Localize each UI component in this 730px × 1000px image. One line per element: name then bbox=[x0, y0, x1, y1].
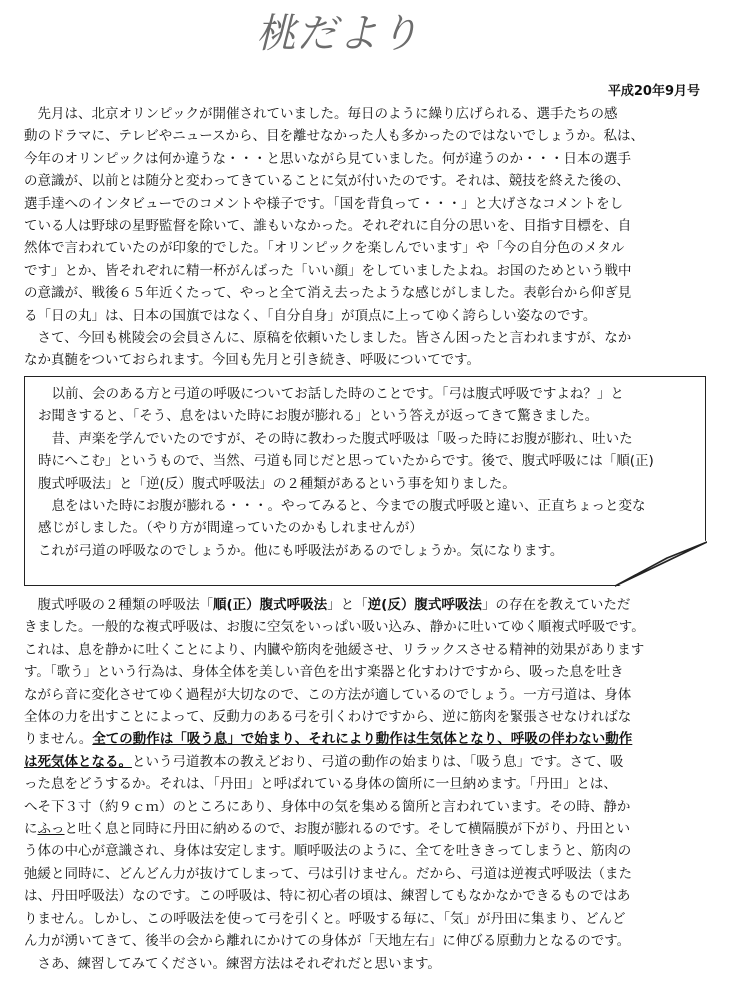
issue-date: 平成20年9月号 bbox=[607, 84, 700, 99]
text-run: りません。 bbox=[24, 731, 93, 748]
text-run: 」の存在を教えていただ bbox=[481, 597, 631, 613]
article-line: へそ下３寸（約９ｃｍ）のところにあり、身体中の気を集める箇所と言われています。その時、静か bbox=[24, 798, 631, 815]
intro-line: さて、今回も桃陵会の会員さんに、原稿を依頼いたしました。皆さん困ったと言われますが、なか bbox=[24, 330, 632, 347]
article-line bbox=[24, 818, 645, 840]
intro-line: です」とか、皆それぞれに精一杯がんばった「いい顔」をしていましたよね。お国のためという戦中 bbox=[24, 262, 632, 279]
article-line: きました。一般的な複式呼吸は、お腹に空気をいっぱい吸い込み、静かに吐いてゆく順複式呼吸です。 bbox=[24, 619, 645, 636]
intro-line: の意識が、戦後６５年近くたって、やっと全て消え去ったような感じがしました。表彰台から仰ぎ見 bbox=[24, 285, 632, 302]
text-run: という弓道教本の教えどおり、弓道の動作の始まりは、「吸う息」です。さて、吸 bbox=[132, 753, 624, 770]
bold-term: 逆(反）腹式呼吸法 bbox=[367, 597, 482, 613]
quote-line: お聞きすると、「そう、息をはいた時にお腹が膨れる」という答えが返ってきて驚きました。 bbox=[38, 408, 599, 425]
intro-line: なか真髄をついておられます。今回も先月と引き続き、呼吸についてです。 bbox=[24, 352, 481, 369]
text-run: に bbox=[24, 821, 38, 838]
quote-line: これが弓道の呼吸なのでしょうか。他にも呼吸法があるのでしょうか。気になります。 bbox=[38, 542, 564, 559]
article-line: 全体の力を出すことによって、反動力のある弓を引くわけですから、逆に筋肉を緊張させなければな bbox=[24, 709, 632, 726]
intro-line: 先月は、北京オリンピックが開催されていました。毎日のように繰り広げられる、選手たちの感 bbox=[24, 106, 618, 122]
bold-term: 順(正）腹式呼吸法 bbox=[213, 597, 328, 613]
quote-line: 感じがしました。（やり方が間違っていたのかもしれませんが） bbox=[38, 520, 423, 537]
quote-line: 昔、声楽を学んでいたのですが、その時に教わった腹式呼吸は「吸った時にお腹が膨れ、吐いた bbox=[38, 430, 633, 447]
text-run: 腹式呼吸の２種類の呼吸法「 bbox=[24, 597, 213, 613]
intro-line: る「日の丸」は、日本の国旗ではなく、「自分自身」が頂点に上ってゆく誇らしい姿なのです。 bbox=[24, 307, 597, 324]
article-line: った息をどうするか。それは、「丹田」と呼ばれている身体の箇所に一旦納めます。「丹田」とは、 bbox=[24, 776, 617, 793]
article-line: これは、息を静かに吐くことにより、内臓や筋肉を弛緩させ、リラックスさせる精神的効果があります bbox=[24, 641, 645, 658]
intro-line: の意識が、以前とは随分と変わってきていることに気が付いたのです。それは、競技を終えた後の、 bbox=[24, 173, 630, 190]
article-line bbox=[24, 751, 645, 773]
intro-paragraph bbox=[24, 103, 644, 372]
article-line: す。「歌う」という行為は、身体全体を美しい音色を出す楽器と化すわけですから、吸った息を吐き bbox=[24, 664, 624, 681]
article-line bbox=[24, 594, 645, 616]
text-run: 」と「 bbox=[327, 597, 368, 613]
underlined-quote: 全ての動作は「吸う息」で始まり、それにより動作は生気体となり、呼吸の伴わない動作 bbox=[92, 731, 633, 748]
quote-line: 息をはいた時にお腹が膨れる・・・。やってみると、今までの腹式呼吸と違い、正直ちょっと変な bbox=[38, 498, 646, 515]
article-line bbox=[24, 728, 645, 750]
intro-line: 選手達へのインタビューでのコメントや様子です。「国を背負って・・・」と大げさなコメントをし bbox=[24, 195, 624, 212]
article-line: さあ、練習してみてください。練習方法はそれぞれだと思います。 bbox=[24, 955, 441, 972]
article-line: 弛緩と同時に、どんどん力が抜けてしまって、弓は引けません。だから、弓道は逆複式呼吸法（また bbox=[24, 865, 633, 882]
article-line: は、丹田呼吸法）なのです。この呼吸は、特に初心者の頃は、練習してもなかなかできるものではあ bbox=[24, 888, 631, 905]
intro-line: 動のドラマに、テレビやニュースから、目を離せなかった人も多かったのではないでしょうか。私は、 bbox=[24, 128, 645, 145]
quote-line: 以前、会のある方と弓道の呼吸についてお話した時のことです。「弓は腹式呼吸ですよね？」と bbox=[38, 386, 624, 402]
article-line: りません。しかし、この呼吸法を使って弓を引くと。呼吸する毎に、「気」が丹田に集まり、どんど bbox=[24, 910, 626, 927]
intro-line: 然体で言われていたのが印象的でした。「オリンピックを楽しんでいます」や「今の自分色のメタル bbox=[24, 240, 625, 257]
article-line: ながら音に変化させてゆく過程が大切なので、この方法が適しているのでしょう。一方弓道は、身体 bbox=[24, 686, 632, 703]
underlined-quote: は死気体となる。 bbox=[24, 753, 132, 770]
article-line: ん力が湧いてきて、後半の会から離れにかけての身体が「天地左右」に伸びる原動力となるのです。 bbox=[24, 933, 631, 950]
intro-line: ている人は野球の星野監督を除いて、誰もいなかった。それぞれに自分の思いを、目指す目標を、自 bbox=[24, 218, 632, 235]
underlined-word: ふっ bbox=[37, 821, 65, 838]
intro-line: 今年のオリンピックは何か違うな・・・と思いながら見ていました。何が違うのか・・・日本の選手 bbox=[24, 150, 631, 167]
newsletter-title: 桃だより bbox=[256, 11, 420, 57]
article-line: う体の中心が意識され、身体は安定します。順呼吸法のように、全てを吐ききってしまうと、筋肉の bbox=[24, 843, 632, 860]
quote-line: 時にへこむ」というもので、当然、弓道も同じだと思っていたからです。後で、腹式呼吸には「順(正) bbox=[38, 453, 654, 470]
main-article bbox=[24, 594, 645, 975]
quote-text bbox=[38, 383, 654, 562]
quote-line: 腹式呼吸法」と「逆(反）腹式呼吸法」の２種類があるという事を知りました。 bbox=[38, 475, 516, 492]
text-run: と吐く息と同時に丹田に納めるので、お腹が膨れるのです。そして横隔膜が下がり、丹田とい bbox=[64, 821, 631, 838]
